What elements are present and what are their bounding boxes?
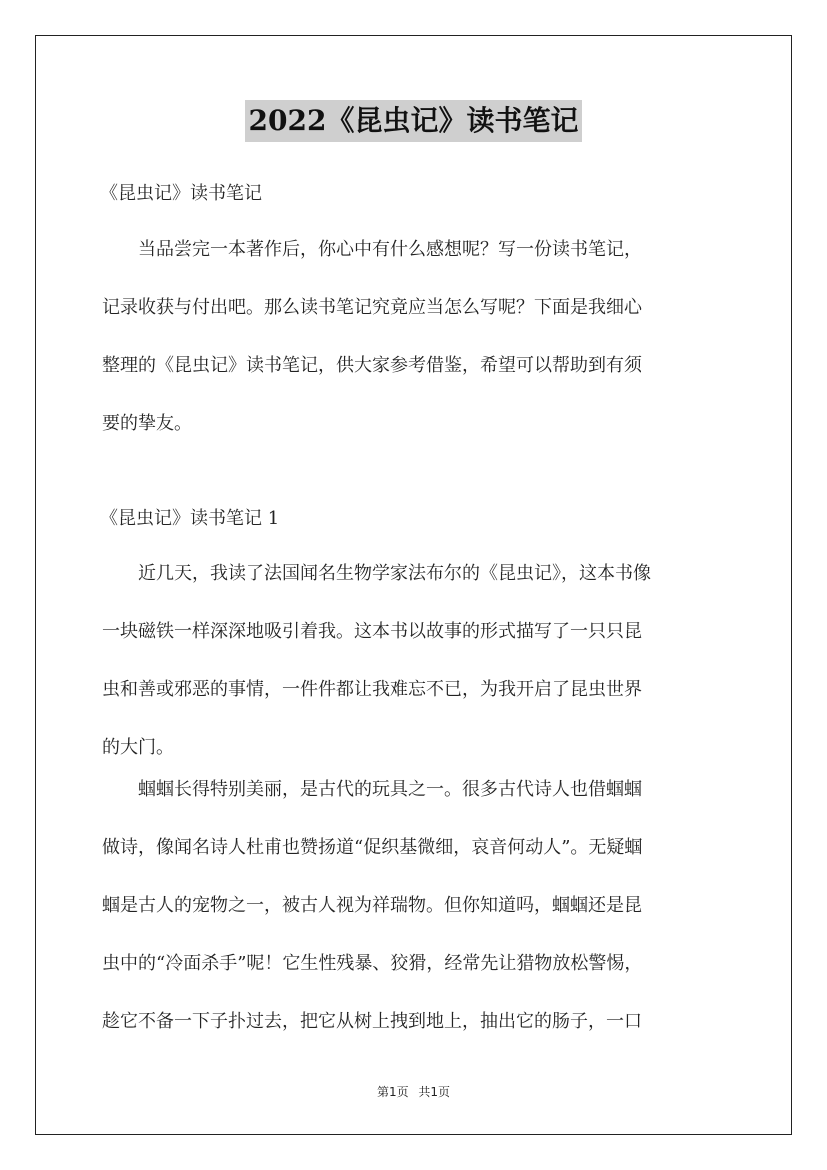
paragraph-line: 虫中的“冷面杀手”呢！它生性残暴、狡猾，经常先让猎物放松警惕， <box>102 953 643 974</box>
paragraph-line: 蝈是古人的宠物之一，被古人视为祥瑞物。但你知道吗，蝈蝈还是昆 <box>102 895 642 916</box>
section1-heading: 《昆虫记》读书笔记 1 <box>100 508 280 529</box>
intro-paragraph <box>102 238 742 470</box>
intro-heading: 《昆虫记》读书笔记 <box>100 183 262 204</box>
document-title: 2022《昆虫记》读书笔记 <box>245 100 583 142</box>
paragraph-line: 做诗，像闻名诗人杜甫也赞扬道“促织基微细，哀音何动人”。无疑蝈 <box>102 837 643 858</box>
paragraph-line: 趁它不备一下子扑过去，把它从树上拽到地上，抽出它的肠子，一口 <box>102 1011 642 1032</box>
section1-paragraph-1 <box>102 562 742 794</box>
page-footer <box>0 1083 827 1100</box>
page-number: 第1页 <box>376 1085 409 1099</box>
section1-paragraph-2 <box>102 778 742 1068</box>
paragraph-line: 近几天，我读了法国闻名生物学家法布尔的《昆虫记》，这本书像 <box>102 563 651 584</box>
title-container <box>0 100 827 142</box>
paragraph-line: 一块磁铁一样深深地吸引着我。这本书以故事的形式描写了一只只昆 <box>102 621 642 642</box>
paragraph-line: 记录收获与付出吧。那么读书笔记究竟应当怎么写呢？下面是我细心 <box>102 297 642 318</box>
paragraph-line: 蝈蝈长得特别美丽，是古代的玩具之一。很多古代诗人也借蝈蝈 <box>102 779 642 800</box>
paragraph-line: 当品尝完一本著作后，你心中有什么感想呢？写一份读书笔记， <box>102 239 642 260</box>
paragraph-line: 的大门。 <box>102 737 174 758</box>
paragraph-line: 虫和善或邪恶的事情，一件件都让我难忘不已，为我开启了昆虫世界 <box>102 679 642 700</box>
paragraph-line: 整理的《昆虫记》读书笔记，供大家参考借鉴，希望可以帮助到有须 <box>102 355 642 376</box>
total-pages: 共1页 <box>418 1085 451 1099</box>
paragraph-line: 要的挚友。 <box>102 413 192 434</box>
